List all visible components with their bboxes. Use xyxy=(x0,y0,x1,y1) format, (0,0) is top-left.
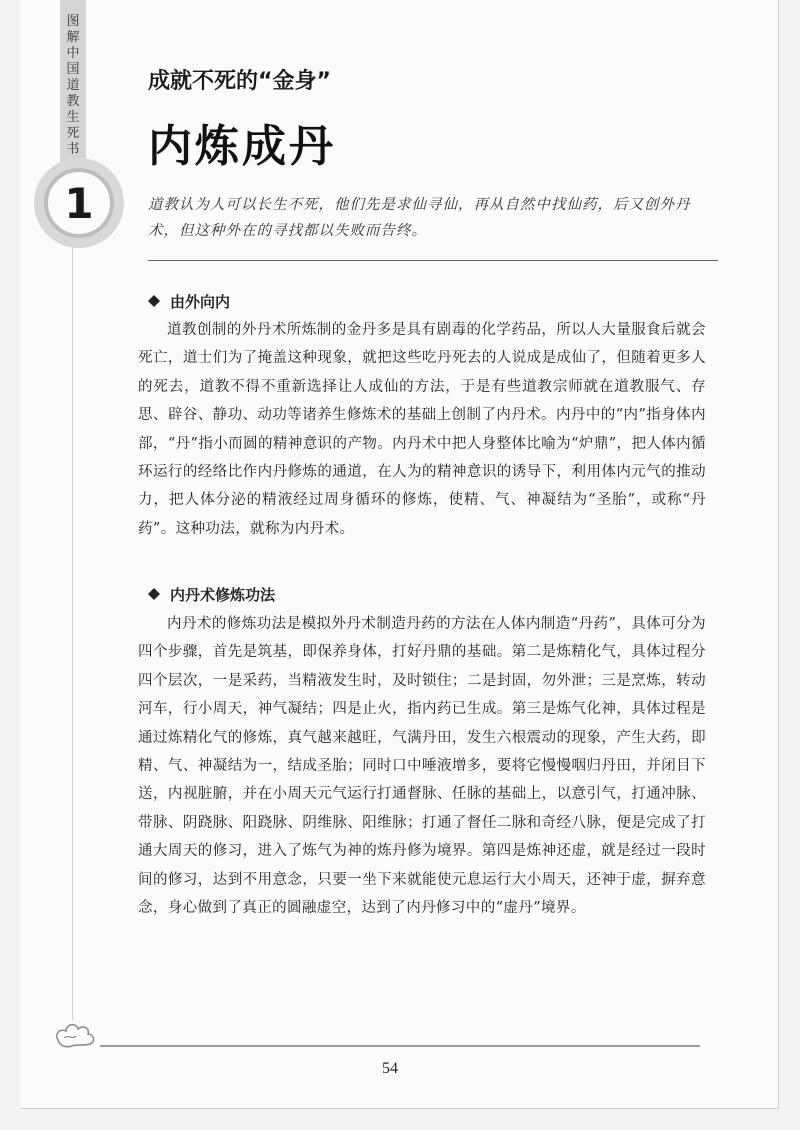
section-heading-label: 由外向内 xyxy=(170,293,231,311)
section-heading-label: 内丹术修炼功法 xyxy=(170,586,276,604)
page-title: 内炼成丹 xyxy=(148,121,336,172)
diamond-bullet-icon xyxy=(148,586,162,604)
intro-text: 道教认为人可以长生不死，他们先是求仙寻仙，再从自然中找仙药，后又创外丹术，但这种外在的寻找都以失败而告终。 xyxy=(148,197,691,239)
book-page xyxy=(20,0,779,1109)
chapter-badge xyxy=(34,158,124,248)
footer-divider xyxy=(100,1045,700,1047)
series-title: 图解中国道教生死书 xyxy=(66,14,80,157)
page-number: 54 xyxy=(382,1060,398,1077)
section-paragraph-2: 内丹术的修炼功法是模拟外丹术制造丹药的方法在人体内制造“丹药”，具体可分为四个步骤，首先是筑基，即保养身体，打好丹鼎的基础。第二是炼精化气，具体过程分四个层次，一是采药，当精液发生时，及时锁住；二是封固，勿外泄；三是烹炼，转动河车，行小周天，神气凝结；四是止火，指内药已生成。第三是炼气化神，具体过程是通过炼精化气的修炼，真气越来越旺，气满丹田，发生六根震动的现象，产生大药，即精、气、神凝结为一，结成圣胎；同时口中唾液增多，要将它慢慢咽归丹田，并闭目下送，内视脏腑，并在小周天元气运行打通督脉、任脉的基础上，以意引气，打通冲脉、带脉、阴跷脉、阳跷脉、阴维脉、阳维脉；打通了督任二脉和奇经八脉，便是完成了打通大周天的修习，进入了炼气为神的炼丹修为境界。第四是炼神还虚，就是经过一段时间的修习，达到不用意念，只要一坐下来就能使元息运行大小周天，还神于虚，摒弃意念，身心做到了真正的圆融虚空，达到了内丹修习中的“虚丹”境界。 xyxy=(138,616,706,917)
kicker-heading: 成就不死的“金身” xyxy=(148,69,331,94)
intro-divider xyxy=(148,260,718,261)
section-heading-2 xyxy=(148,584,275,605)
side-divider xyxy=(72,230,73,1020)
section-heading-1 xyxy=(148,291,230,312)
cloud-ornament-icon xyxy=(52,1016,100,1054)
section-paragraph-1: 道教创制的外丹术所炼制的金丹多是具有剧毒的化学药品，所以人大量服食后就会死亡，道士们为了掩盖这种现象，就把这些吃丹死去的人说成是成仙了，但随着更多人的死去，道教不得不重新选择让人成仙的方法，于是有些道教宗师就在道教服气、存思、辟谷、静功、动功等诸养生修炼术的基础上创制了内丹术。内丹中的“内”指身体内部，“丹”指小而圆的精神意识的产物。内丹术中把人身整体比喻为“炉鼎”，把人体内循环运行的经络比作内丹修炼的通道，在人为的精神意识的诱导下，利用体内元气的推动力，把人体分泌的精液经过周身循环的修炼，使精、气、神凝结为“圣胎”，或称“丹药”。这种功法，就称为内丹术。 xyxy=(138,322,706,537)
diamond-bullet-icon xyxy=(148,293,162,311)
chapter-number: 1 xyxy=(44,168,114,238)
